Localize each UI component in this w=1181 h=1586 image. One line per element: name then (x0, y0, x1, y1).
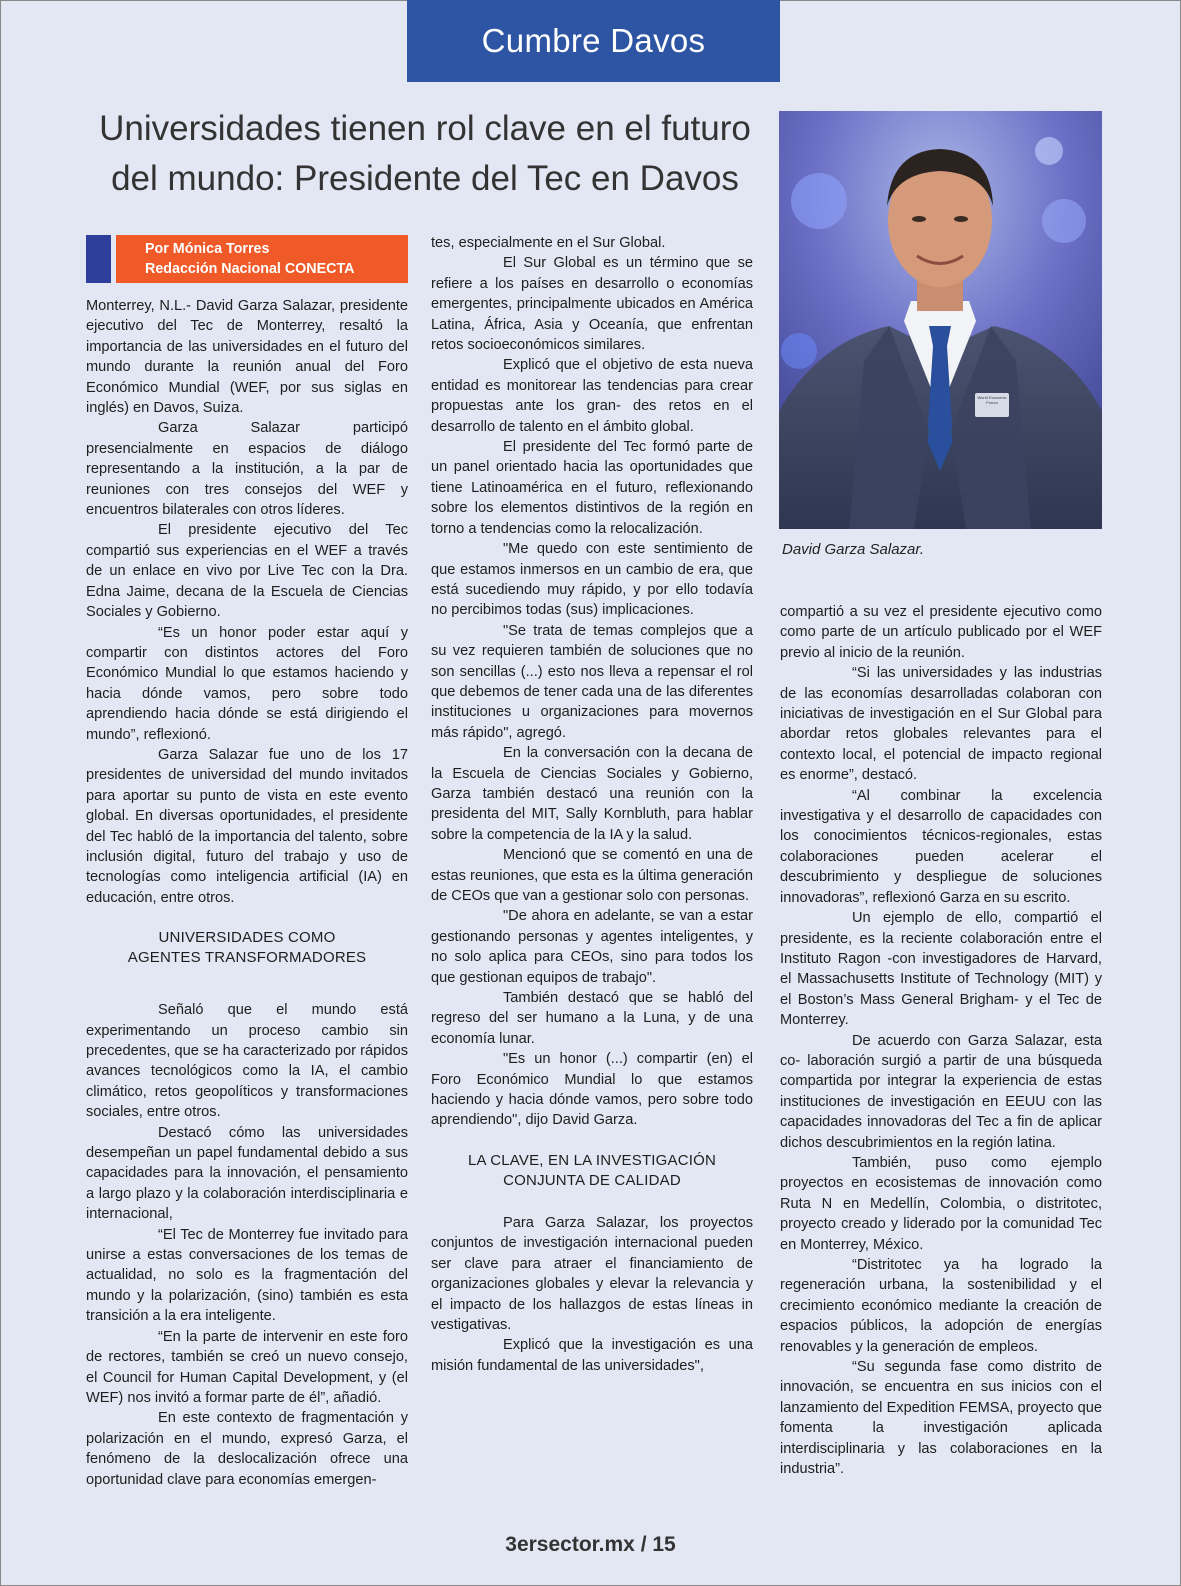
paragraph: "Es un honor (...) compartir (en) el Foro Económico Mundial lo que estamos haciendo y hacia dónde vamos, pero sobre todo aprendiendo", dijo David Garza. (431, 1051, 753, 1129)
section-tab: Cumbre Davos (407, 0, 780, 82)
paragraph: Para Garza Salazar, los proyectos conjuntos de investigación internacional pueden ser clave para atraer el financiamiento de organizaciones globales y elevar la relevancia y el impacto de los hallazgos de estas líneas in vestigativas. (431, 1214, 753, 1333)
portrait-photo (779, 111, 1102, 529)
paragraph: Garza Salazar participó presencialmente en espacios de diálogo representando a la institución, a la par de reuniones con tres consejos del WEF y encuentros bilaterales con otros líderes. (86, 420, 408, 519)
paragraph: "Me quedo con este sentimiento de que estamos inmersos en un cambio de era, que está sucediendo muy rápido, y por ello todavía no percibimos todas (sus) implicaciones. (431, 541, 753, 619)
paragraph: "Se trata de temas complejos que a su vez requieren también de soluciones que no son sencillas (...) esto nos lleva a repensar el rol que debemos de tener cada una de las diferentes instituciones u organizaciones para movernos más rápido", agregó. (431, 622, 753, 741)
paragraph: En la conversación con la decana de la Escuela de Ciencias Sociales y Gobierno, Garza también destacó una reunión con la presidenta del MIT, Sally Kornbluth, para hablar sobre la competencia de la IA y la salud. (431, 745, 753, 843)
byline-author: Por Mónica Torres (145, 241, 270, 257)
column-3 (780, 602, 1102, 1479)
paragraph: “Al combinar la excelencia investigativa y el desarrollo de capacidades con los conocimientos técnicos-regionales, estas colaboraciones pueden acelerar el descubrimiento y despliegue de soluciones innovadoras”, reflexionó Garza en su escrito. (780, 787, 1102, 906)
dateline: Monterrey, N.L.- (86, 298, 192, 314)
column-1 (86, 296, 408, 1490)
paragraph: El presidente ejecutivo del Tec compartió sus experiencias en el WEF a través de un enlace en vivo por Live Tec con la Dra. Edna Jaime, decana de la Escuela de Ciencias Sociales y Gobierno. (86, 522, 408, 621)
subheading-line: UNIVERSIDADES COMO (158, 929, 336, 947)
paragraph: compartió a su vez el presidente ejecutivo como como parte de un artículo publicado por el WEF previo al inicio de la reunión. (780, 604, 1102, 661)
portrait-illustration (779, 111, 1102, 529)
subheading-line: CONJUNTA DE CALIDAD (503, 1171, 681, 1189)
subheading-2 (431, 1151, 753, 1191)
paragraph: Explicó que la investigación es una misión fundamental de las universidades", (431, 1337, 753, 1374)
byline (86, 235, 408, 283)
paragraph: En este contexto de fragmentación y polarización en el mundo, expresó Garza, el fenómeno de la deslocalización ofrece una oportunidad clave para economías emergen- (86, 1410, 408, 1488)
subheading-line: LA CLAVE, EN LA INVESTIGACIÓN (467, 1151, 717, 1169)
paragraph: Garza Salazar fue uno de los 17 presidentes de universidad del mundo invitados para aportar su punto de vista en este evento global. En diversas oportunidades, el presidente del Tec habló de la importancia del talento, sobre inclusión digital, futuro del trabajo y uso de tecnologías como inteligencia artificial (IA) en educación, entre otros. (86, 746, 408, 906)
paragraph: También, puso como ejemplo proyectos en ecosistemas de innovación como Ruta N en Medellín, Colombia, o distritotec, proyecto creado y liderado por la comunidad Tec en Monterrey, México. (780, 1154, 1102, 1253)
paragraph: Señaló que el mundo está experimentando un proceso cambio sin precedentes, que se ha caracterizado por rápidos avances tecnológicos como la IA, el cambio climático, retos geopolíticos y transformaciones sociales, entre otros. (86, 1002, 408, 1121)
paragraph-text: David Garza Salazar, presidente ejecutivo del Tec de Monterrey, resaltó la importancia de las universidades en el futuro del mundo durante la reunión anual del Foro Económico Mundial (WEF, por sus siglas en inglés) en Davos, Suiza. (86, 298, 409, 417)
paragraph: Un ejemplo de ello, compartió el presidente, es la reciente colaboración entre el Instituto Ragon -con investigadores de Harvard, el Massachusetts Institute of Technology (MIT) y el Boston’s Mass General Brigham- y el Tec de Monterrey. (780, 910, 1102, 1029)
subheading-line: AGENTES TRANSFORMADORES (127, 949, 367, 967)
page-folio: 3ersector.mx / 15 (505, 1533, 676, 1556)
photo-badge-text: World Economic Forum (977, 395, 1007, 405)
paragraph: De acuerdo con Garza Salazar, esta co- laboración surgió a partir de una búsqueda compartida por integrar la experiencia de estas instituciones de investigación en EEUU con las capacidades innovadoras del Tec a fin de aplicar dichos descubrimientos en la región latina. (780, 1032, 1102, 1151)
column-2 (431, 233, 753, 1376)
paragraph: Destacó cómo las universidades desempeñan un papel fundamental debido a sus capacidades para la innovación, el pensamiento a largo plazo y la colaboración interdisciplinaria e internacional, (86, 1124, 408, 1223)
paragraph: “Su segunda fase como distrito de innovación, se encuentra en sus inicios con el lanzamiento del Expedition FEMSA, proyecto que fomenta la investigación aplicada interdisciplinaria y las colaboraciones en la industria”. (780, 1359, 1102, 1478)
paragraph: “Es un honor poder estar aquí y compartir con distintos actores del Foro Económico Mundial lo que estamos haciendo y hacia dónde vamos, pero sobre todo aprendiendo hacia dónde se está dirigiendo el mundo”, reflexionó. (86, 624, 408, 743)
paragraph: “Distritotec ya ha logrado la regeneración urbana, la sostenibilidad y el crecimiento económico mediante la creación de espacios públicos, la adopción de energías renovables y la generación de empleos. (780, 1257, 1102, 1355)
paragraph: “Si las universidades y las industrias de las economías desarrolladas colaboran con iniciativas de investigación en el Sur Global para abordar retos globales relevantes para el contexto local, el potencial de impacto regional es enorme”, destacó. (780, 665, 1102, 784)
paragraph: El presidente del Tec formó parte de un panel orientado hacia las oportunidades que tiene Latinoamérica en el futuro, reflexionando sobre los elementos distintivos de la región en torno a tendencias como la relocalización. (431, 439, 753, 537)
paragraph: “El Tec de Monterrey fue invitado para unirse a estas conversaciones de los temas de actualidad, no solo es la fragmentación del mundo y la polarización, (sino) también es esta transición a la era inteligente. (86, 1226, 408, 1325)
subheading-1 (86, 928, 408, 968)
paragraph (86, 296, 408, 418)
paragraph: El Sur Global es un término que se refiere a los países en desarrollo o economías emergentes, principalmente ubicados en América Latina, África, Asia y Oceanía, que enfrentan retos socioeconómicos similares. (431, 255, 753, 354)
photo-caption: David Garza Salazar. (782, 541, 925, 558)
paragraph: "De ahora en adelante, se van a estar gestionando personas y agentes inteligentes, y no solo aplica para CEOs, sino para todos los que gestionan equipos de trabajo". (431, 908, 753, 986)
byline-accent-bar (86, 235, 111, 283)
byline-box (116, 235, 408, 283)
paragraph: Explicó que el objetivo de esta nueva entidad es monitorear las tendencias para crear propuestas ante los gran- des retos en el desarrollo de talento en el ámbito global. (431, 357, 753, 435)
paragraph: tes, especialmente en el Sur Global. (431, 235, 666, 251)
paragraph: “En la parte de intervenir en este foro de rectores, también se creó un nuevo consejo, el Council for Human Capital Development, y (el WEF) nos invitó a formar parte de él”, añadió. (86, 1328, 408, 1406)
headline: Universidades tienen rol clave en el futuro del mundo: Presidente del Tec en Davos (99, 109, 751, 198)
paragraph: Mencionó que se comentó en una de estas reuniones, que esta es la última generación de CEOs que van a gestionar solo con personas. (431, 847, 753, 904)
byline-desk: Redacción Nacional CONECTA (145, 261, 355, 277)
paragraph: También destacó que se habló del regreso del ser humano a la Luna, y de una economía lunar. (431, 990, 753, 1047)
